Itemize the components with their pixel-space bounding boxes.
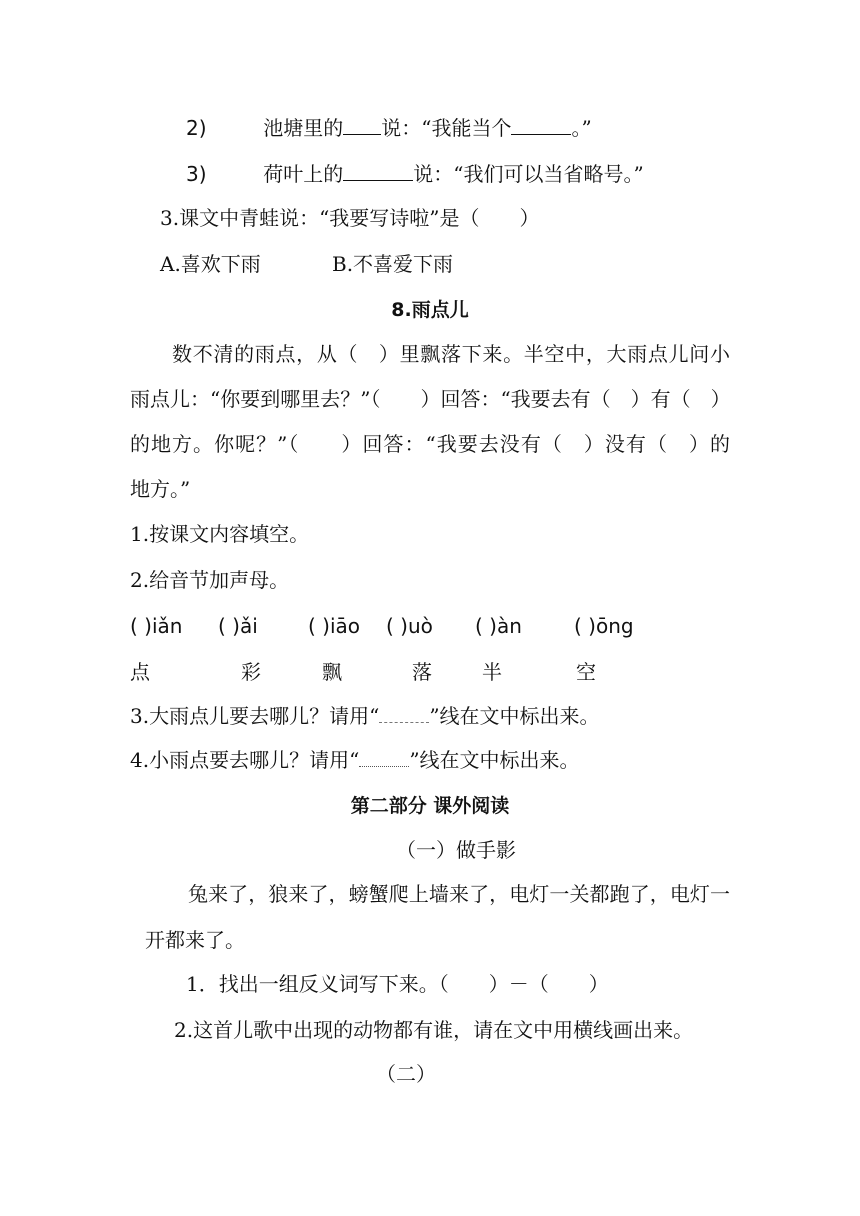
q3-text-after: ”线在文中标出来。 — [429, 704, 600, 728]
passage-line-3: 的地方。你呢？”（ ）回答：“我要去没有（ ）没有（ ）的 — [130, 432, 730, 456]
pinyin-2[interactable]: ( )ǎi — [218, 614, 258, 638]
wavy-line-sample — [379, 704, 429, 723]
char-2: 彩 — [241, 660, 261, 684]
item-3-number: 3) — [186, 162, 207, 186]
q4-text-after: ”线在文中标出来。 — [409, 748, 580, 772]
pinyin-3[interactable]: ( )iāo — [308, 614, 361, 638]
item-2-blank-1[interactable] — [343, 116, 381, 135]
part2-heading: 第二部分 课外阅读 — [350, 795, 510, 817]
char-3: 飘 — [322, 660, 342, 684]
lesson7-option-b[interactable]: B.不喜爱下雨 — [332, 252, 454, 276]
part2-question-1: 1．找出一组反义词写下来。（ ）－（ ） — [186, 972, 609, 996]
char-4: 落 — [412, 660, 432, 684]
pinyin-5[interactable]: ( )àn — [475, 614, 522, 638]
lesson8-question-1: 1.按课文内容填空。 — [130, 522, 310, 546]
item-3-blank[interactable] — [343, 162, 413, 181]
passage-line-2: 雨点儿：“你要到哪里去？”（ ）回答：“我要去有（ ）有（ ） — [130, 387, 731, 411]
dotted-line-sample — [359, 748, 409, 767]
lesson8-question-3 — [130, 702, 600, 730]
item-2-text-mid: 说：“我能当个 — [381, 116, 512, 140]
item-2 — [186, 114, 592, 142]
item-2-blank-2[interactable] — [511, 116, 571, 135]
poem-line-1: 兔来了，狼来了，螃蟹爬上墙来了，电灯一关都跑了，电灯一 — [188, 882, 730, 906]
char-1: 点 — [130, 660, 150, 684]
char-6: 空 — [576, 660, 596, 684]
item-3-text-before: 荷叶上的 — [263, 162, 344, 186]
pinyin-1[interactable]: ( )iǎn — [130, 614, 183, 638]
part2-subheading-1: （一）做手影 — [396, 838, 516, 862]
lesson8-question-4 — [130, 746, 580, 774]
item-3 — [186, 160, 644, 188]
char-5: 半 — [482, 660, 502, 684]
lesson8-question-2: 2.给音节加声母。 — [130, 568, 290, 592]
passage-line-4: 地方。” — [130, 477, 191, 501]
lesson7-option-a[interactable]: A.喜欢下雨 — [160, 252, 261, 276]
item-2-number: 2) — [186, 116, 207, 140]
pinyin-6[interactable]: ( )ōng — [574, 614, 634, 638]
lesson8-title: 8.雨点儿 — [391, 299, 469, 321]
part2-subheading-2: （二） — [376, 1062, 436, 1086]
lesson7-question-3: 3.课文中青蛙说：“我要写诗啦”是（ ） — [160, 206, 540, 230]
q3-text-before: 3.大雨点儿要去哪儿？请用“ — [130, 704, 380, 728]
q4-text-before: 4.小雨点要去哪儿？请用“ — [130, 748, 360, 772]
part2-question-2: 2.这首儿歌中出现的动物都有谁，请在文中用横线画出来。 — [174, 1018, 694, 1042]
pinyin-4[interactable]: ( )uò — [386, 614, 433, 638]
passage-line-1: 数不清的雨点，从（ ）里飘落下来。半空中，大雨点儿问小 — [172, 342, 730, 366]
item-3-text-after: 说：“我们可以当省略号。” — [413, 162, 644, 186]
item-2-text-before: 池塘里的 — [263, 116, 344, 140]
item-2-text-after: 。” — [571, 116, 592, 140]
poem-line-2: 开都来了。 — [145, 928, 245, 952]
